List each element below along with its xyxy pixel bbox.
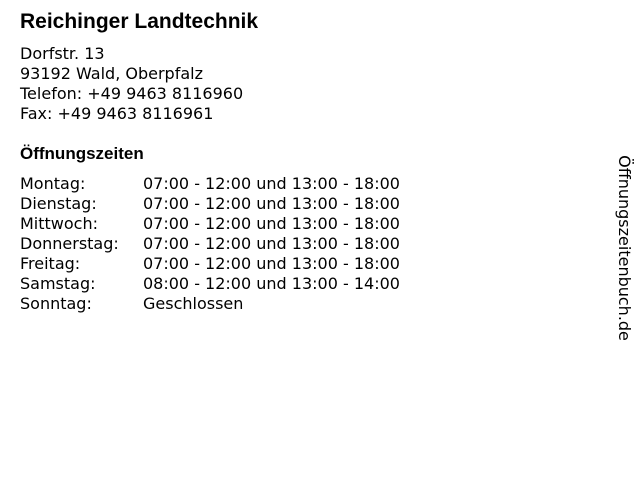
day-label: Donnerstag: xyxy=(20,234,119,253)
hours-row-friday xyxy=(20,254,400,274)
day-label: Dienstag: xyxy=(20,194,97,213)
time-value: 08:00 - 12:00 und 13:00 - 14:00 xyxy=(143,274,400,293)
site-watermark: Öffnungszeitenbuch.de xyxy=(615,155,634,341)
day-label: Mittwoch: xyxy=(20,214,98,233)
fax-number: Fax: +49 9463 8116961 xyxy=(20,104,214,123)
day-label: Montag: xyxy=(20,174,86,193)
time-value: 07:00 - 12:00 und 13:00 - 18:00 xyxy=(143,214,400,233)
time-value: 07:00 - 12:00 und 13:00 - 18:00 xyxy=(143,174,400,193)
day-label: Samstag: xyxy=(20,274,96,293)
business-name: Reichinger Landtechnik xyxy=(20,10,259,33)
time-value: 07:00 - 12:00 und 13:00 - 18:00 xyxy=(143,194,400,213)
time-value: 07:00 - 12:00 und 13:00 - 18:00 xyxy=(143,254,400,273)
day-label: Freitag: xyxy=(20,254,81,273)
contact-block xyxy=(20,44,243,124)
city-line: 93192 Wald, Oberpfalz xyxy=(20,64,203,83)
hours-row-tuesday xyxy=(20,194,400,214)
hours-row-sunday xyxy=(20,294,400,314)
phone-number: Telefon: +49 9463 8116960 xyxy=(20,84,244,103)
street-address: Dorfstr. 13 xyxy=(20,44,105,63)
day-label: Sonntag: xyxy=(20,294,92,313)
hours-row-thursday xyxy=(20,234,400,254)
opening-hours-table xyxy=(20,174,400,314)
time-value: Geschlossen xyxy=(143,294,244,313)
hours-row-monday xyxy=(20,174,400,194)
hours-row-saturday xyxy=(20,274,400,294)
time-value: 07:00 - 12:00 und 13:00 - 18:00 xyxy=(143,234,400,253)
opening-hours-heading: Öffnungszeiten xyxy=(20,144,144,163)
hours-row-wednesday xyxy=(20,214,400,234)
